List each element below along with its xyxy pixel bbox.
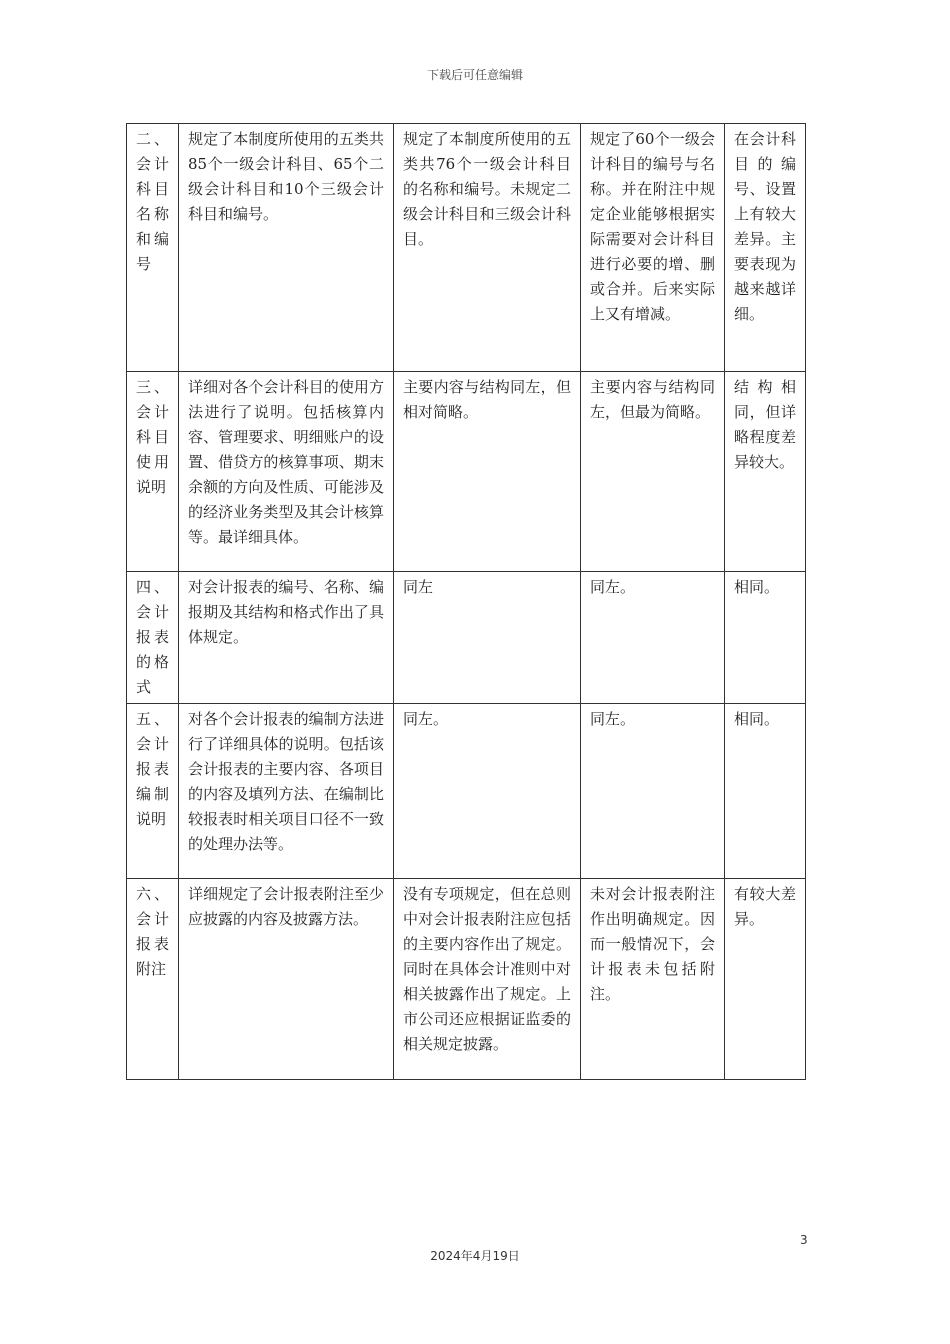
- table-cell: 同左: [394, 572, 581, 704]
- row-item-cell: 四、会计报表的格式: [127, 572, 179, 704]
- table-cell: 没有专项规定，但在总则中对会计报表附注应包括的主要内容作出了规定。同时在具体会计准则中对相关披露作出了规定。上市公司还应根据证监委的相关规定披露。: [394, 879, 581, 1080]
- row-item-cell: 六、会计报表附注: [127, 879, 179, 1080]
- comparison-table: [126, 123, 806, 1080]
- table-cell: 相同。: [725, 572, 806, 704]
- table-cell: 对各个会计报表的编制方法进行了详细具体的说明。包括该会计报表的主要内容、各项目的内容及填列方法、在编制比较报表时相关项目口径不一致的处理办法等。: [179, 704, 394, 879]
- table-cell: 结构相同，但详略程度差异较大。: [725, 372, 806, 572]
- table-cell: 规定了本制度所使用的五类共76个一级会计科目的名称和编号。未规定二级会计科目和三级会计科目。: [394, 124, 581, 372]
- table-cell: 同左。: [394, 704, 581, 879]
- table-cell: 主要内容与结构同左，但相对简略。: [394, 372, 581, 572]
- footer-date: 2024年4月19日: [430, 1249, 520, 1263]
- table-cell: 详细规定了会计报表附注至少应披露的内容及披露方法。: [179, 879, 394, 1080]
- page-number: 3: [800, 1233, 808, 1247]
- page-header: 下载后可任意编辑: [426, 68, 523, 82]
- row-item-cell: 三、会计科目使用说明: [127, 372, 179, 572]
- table-cell: 相同。: [725, 704, 806, 879]
- table-cell: 规定了本制度所使用的五类共85个一级会计科目、65个二级会计科目和10个三级会计科目和编号。: [179, 124, 394, 372]
- table-cell: 详细对各个会计科目的使用方法进行了说明。包括核算内容、管理要求、明细账户的设置、借贷方的核算事项、期末余额的方向及性质、可能涉及的经济业务类型及其会计核算等。最详细具体。: [179, 372, 394, 572]
- table-cell: 未对会计报表附注作出明确规定。因而一般情况下，会计报表未包括附注。: [581, 879, 725, 1080]
- table-cell: 有较大差异。: [725, 879, 806, 1080]
- table-row: [127, 704, 806, 879]
- table-row: [127, 372, 806, 572]
- table-cell: 对会计报表的编号、名称、编报期及其结构和格式作出了具体规定。: [179, 572, 394, 704]
- table-row: [127, 879, 806, 1080]
- table-cell: 同左。: [581, 704, 725, 879]
- row-item-cell: 二、会计科目名称和编号: [127, 124, 179, 372]
- table-row: [127, 124, 806, 372]
- table-cell: 规定了60个一级会计科目的编号与名称。并在附注中规定企业能够根据实际需要对会计科目进行必要的增、删或合并。后来实际上又有增减。: [581, 124, 725, 372]
- table-row: [127, 572, 806, 704]
- table-cell: 主要内容与结构同左，但最为简略。: [581, 372, 725, 572]
- table-cell: 同左。: [581, 572, 725, 704]
- table-cell: 在会计科目的编号、设置上有较大差异。主要表现为越来越详细。: [725, 124, 806, 372]
- row-item-cell: 五、会计报表编制说明: [127, 704, 179, 879]
